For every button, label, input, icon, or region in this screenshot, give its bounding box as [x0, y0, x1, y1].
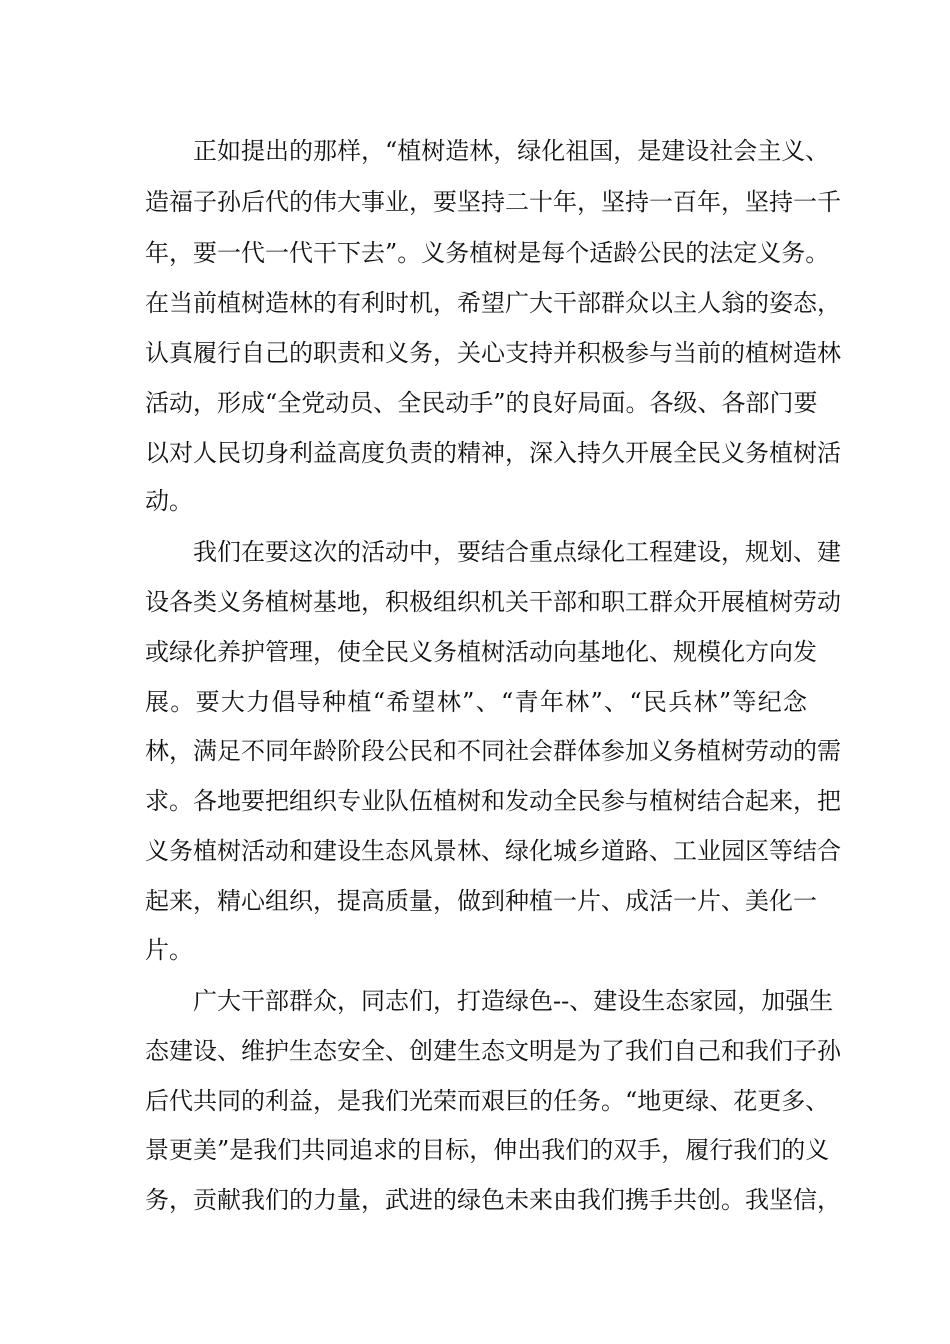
text-line: 造福子孙后代的伟大事业，要坚持二十年，坚持一百年，坚持一千 — [145, 188, 841, 216]
text-line: 正如提出的那样，“植树造林，绿化祖国，是建设社会主义、 — [193, 137, 830, 165]
text-line: 起来，精心组织，提高质量，做到种植一片、成活一片、美化一 — [145, 887, 817, 915]
text-line: 景更美”是我们共同追求的目标，伸出我们的双手，履行我们的义 — [145, 1136, 830, 1164]
text-line: 义务植树活动和建设生态风景林、绿化城乡道路、工业园区等结合 — [145, 837, 841, 865]
text-line: 在当前植树造林的有利时机，希望广大干部群众以主人翁的姿态， — [145, 289, 841, 317]
text-line: 或绿化养护管理，使全民义务植树活动向基地化、规模化方向发 — [145, 638, 817, 666]
text-line: 展。要大力倡导种植“希望林”、“青年林”、“民兵林”等纪念 — [145, 688, 807, 716]
text-line: 动。 — [145, 487, 193, 515]
text-line: 态建设、维护生态安全、创建生态文明是为了我们自己和我们子孙 — [145, 1037, 841, 1065]
text-line: 年，要一代一代干下去”。义务植树是每个适龄公民的法定义务。 — [145, 239, 830, 267]
text-line: 我们在要这次的活动中，要结合重点绿化工程建设，规划、建 — [193, 538, 841, 566]
text-line: 以对人民切身利益高度负责的精神，深入持久开展全民义务植树活 — [145, 439, 841, 467]
text-line: 片。 — [145, 936, 193, 964]
text-line: 认真履行自己的职责和义务，关心支持并积极参与当前的植树造林 — [145, 339, 841, 367]
text-line: 务，贡献我们的力量，武进的绿色未来由我们携手共创。我坚信， — [145, 1186, 841, 1214]
text-line: 广大干部群众，同志们，打造绿色--、建设生态家园，加强生 — [193, 987, 834, 1015]
text-line: 求。各地要把组织专业队伍植树和发动全民参与植树结合起来，把 — [145, 787, 841, 815]
text-line: 林，满足不同年龄阶段公民和不同社会群体参加义务植树劳动的需 — [145, 737, 841, 765]
text-line: 后代共同的利益，是我们光荣而艰巨的任务。“地更绿、花更多、 — [145, 1087, 830, 1115]
text-line: 设各类义务植树基地，积极组织机关干部和职工群众开展植树劳动 — [145, 588, 841, 616]
text-line: 活动，形成“全党动员、全民动手”的良好局面。各级、各部门要 — [145, 389, 818, 417]
